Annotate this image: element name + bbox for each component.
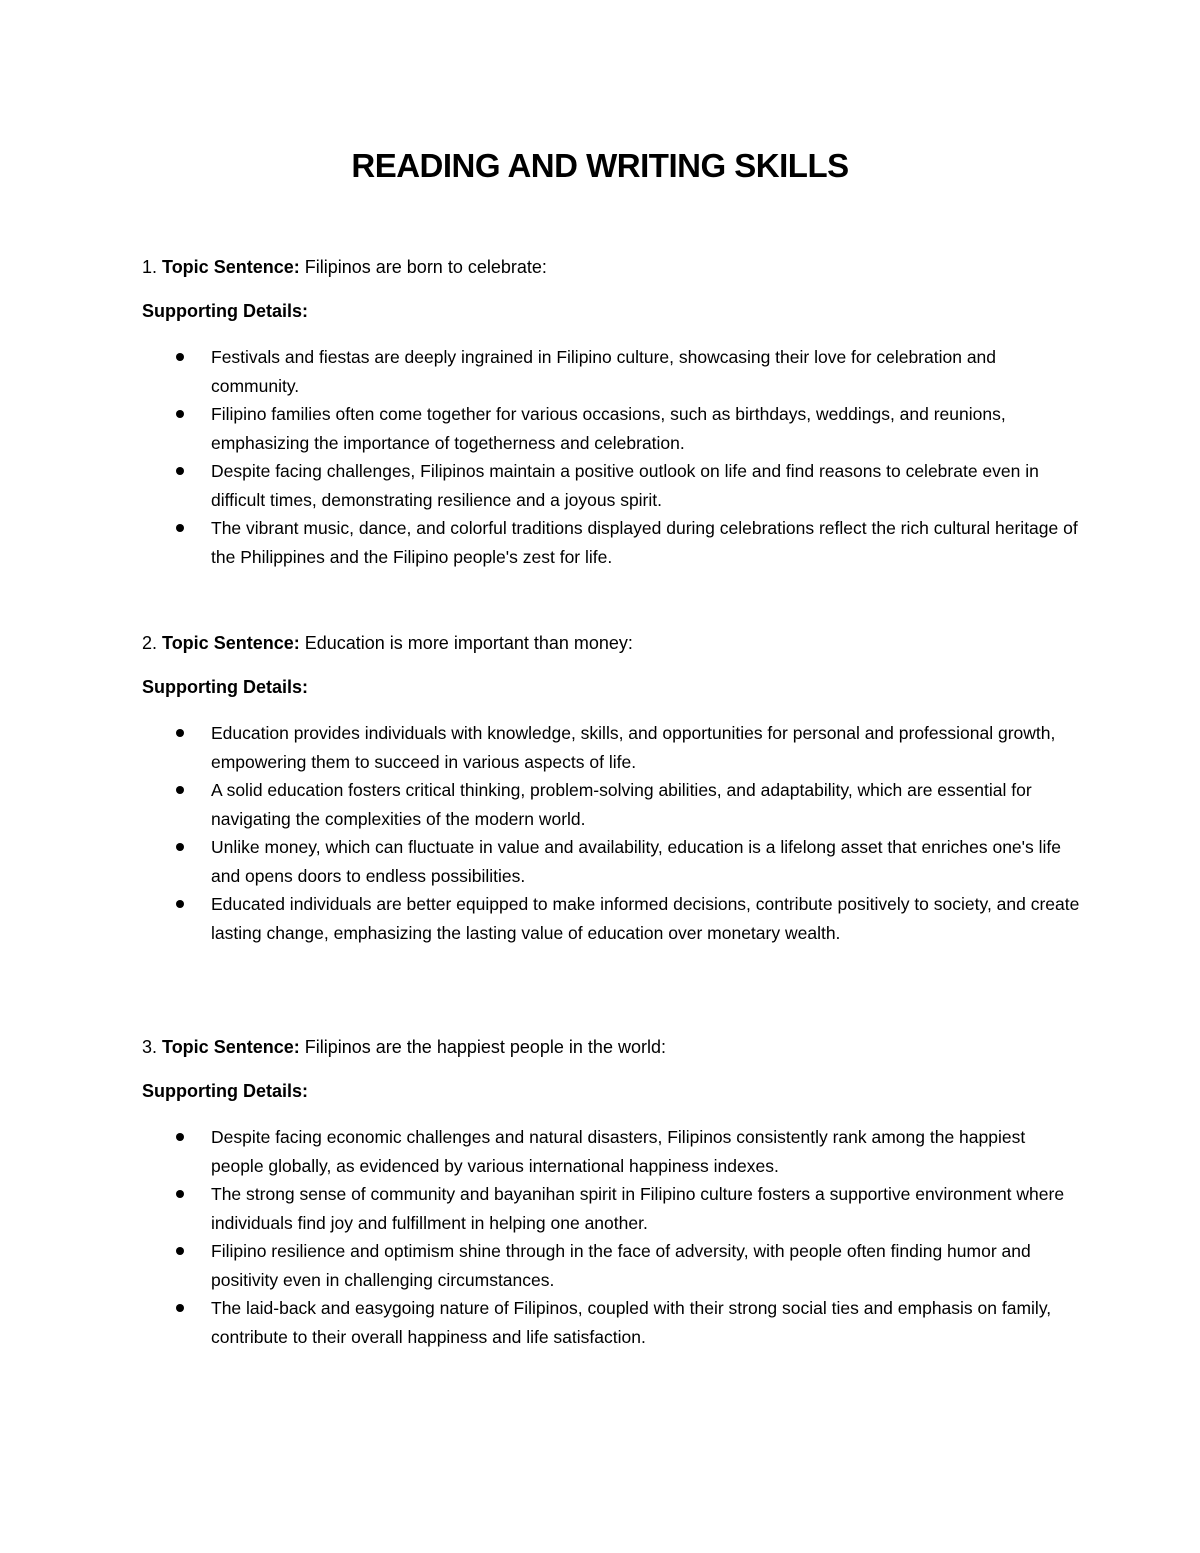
detail-text: Despite facing challenges, Filipinos maintain a positive outlook on life and find reasons to celebrate even in difficult times, demonstrating resilience and a joyous spirit.	[211, 461, 1039, 510]
detail-text: Unlike money, which can fluctuate in value and availability, education is a lifelong asset that enriches one's life and opens doors to endless possibilities.	[211, 837, 1061, 886]
bullet-icon	[176, 467, 184, 475]
list-item	[142, 719, 1082, 776]
section-number: 3.	[142, 1037, 158, 1057]
bullet-icon	[176, 1133, 184, 1141]
detail-text: Despite facing economic challenges and natural disasters, Filipinos consistently rank among the happiest people globally, as evidenced by various international happiness indexes.	[211, 1127, 1026, 1176]
bullet-icon	[176, 1247, 184, 1255]
list-item	[142, 1237, 1082, 1294]
bullet-icon	[176, 524, 184, 532]
topic-sentence-text: Education is more important than money:	[304, 633, 633, 653]
detail-text: Filipino resilience and optimism shine through in the face of adversity, with people often finding humor and positivity even in challenging circumstances.	[211, 1241, 1031, 1290]
detail-text: The strong sense of community and bayanihan spirit in Filipino culture fosters a supportive environment where individuals find joy and fulfillment in helping one another.	[211, 1184, 1065, 1233]
bullet-icon	[176, 1190, 184, 1198]
topic-sentence-line	[142, 255, 1082, 279]
document-title: READING AND WRITING SKILLS	[351, 147, 849, 184]
list-item	[142, 890, 1082, 947]
supporting-details-label: Supporting Details:	[142, 677, 308, 697]
section-3	[142, 1035, 1082, 1351]
bullet-icon	[176, 353, 184, 361]
topic-sentence-text: Filipinos are born to celebrate:	[304, 257, 547, 277]
bullet-icon	[176, 1304, 184, 1312]
bullet-icon	[176, 786, 184, 794]
topic-sentence-line	[142, 1035, 1082, 1059]
list-item	[142, 343, 1082, 400]
detail-text: Education provides individuals with knowledge, skills, and opportunities for personal and professional growth, empowering them to succeed in various aspects of life.	[211, 723, 1056, 772]
supporting-details-list	[142, 719, 1082, 947]
list-item	[142, 1294, 1082, 1351]
bullet-icon	[176, 410, 184, 418]
bullet-icon	[176, 900, 184, 908]
list-item	[142, 457, 1082, 514]
topic-sentence-label: Topic Sentence:	[162, 257, 300, 277]
list-item	[142, 1123, 1082, 1180]
topic-sentence-line	[142, 631, 1082, 655]
detail-text: Festivals and fiestas are deeply ingrained in Filipino culture, showcasing their love for celebration and community.	[211, 347, 997, 396]
bullet-icon	[176, 843, 184, 851]
detail-text: The vibrant music, dance, and colorful traditions displayed during celebrations reflect the rich cultural heritage of the Philippines and the Filipino people's zest for life.	[211, 518, 1078, 567]
topic-sentence-label: Topic Sentence:	[162, 633, 300, 653]
detail-text: The laid-back and easygoing nature of Filipinos, coupled with their strong social ties and emphasis on family, contribute to their overall happiness and life satisfaction.	[211, 1298, 1052, 1347]
section-number: 1.	[142, 257, 158, 277]
supporting-details-list	[142, 1123, 1082, 1351]
section-1	[142, 255, 1082, 571]
topic-sentence-text: Filipinos are the happiest people in the world:	[304, 1037, 666, 1057]
section-2	[142, 631, 1082, 947]
section-number: 2.	[142, 633, 158, 653]
list-item	[142, 833, 1082, 890]
list-item	[142, 1180, 1082, 1237]
list-item	[142, 400, 1082, 457]
detail-text: Educated individuals are better equipped to make informed decisions, contribute positively to society, and create lasting change, emphasizing the lasting value of education over monetary wealth.	[211, 894, 1080, 943]
list-item	[142, 776, 1082, 833]
supporting-details-label: Supporting Details:	[142, 1081, 308, 1101]
list-item	[142, 514, 1082, 571]
supporting-details-list	[142, 343, 1082, 571]
topic-sentence-label: Topic Sentence:	[162, 1037, 300, 1057]
detail-text: A solid education fosters critical thinking, problem-solving abilities, and adaptability, which are essential for navigating the complexities of the modern world.	[211, 780, 1032, 829]
detail-text: Filipino families often come together for various occasions, such as birthdays, weddings, and reunions, emphasizing the importance of togetherness and celebration.	[211, 404, 1006, 453]
bullet-icon	[176, 729, 184, 737]
supporting-details-label: Supporting Details:	[142, 301, 308, 321]
